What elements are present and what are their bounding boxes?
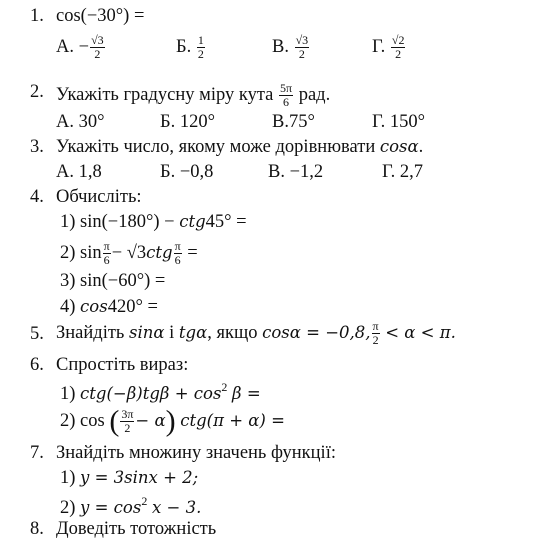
question-number: 1. — [30, 6, 44, 26]
question-number: 3. — [30, 137, 44, 157]
worksheet: 1. cos(−30°) = А. − $\frac{√3}{2}$ Б. $\frac{1}{2}$ В. $\frac{√3}{2}$ Г. $\frac{√2}{2}$ 2. Укажіть градусну міру кута $\frac{5\pi}{6}$ рад. А. 30° Б. 120° В.75° Г. 150° 3. Укажіть число, якому може дорівнювати cosα. А. 1,8 Б. −0,8 В. −1,2 Г. 2,7 4. Обчисліть: 1) sin(−180°) − ctg45° = 2) sin $\frac{\pi}{6}$ − √3ctg $\frac{\pi}{6}$ = 3) sin(−60°) = 4) cos420° = 5. Знайдіть sinα і tgα, якщо cosα = −0,8, $\frac{\pi}{2}$ < α < π. 6. Спростіть вираз: 1) $ctg(-\beta)tg\beta + \cos^2 \beta$ = 2) cos ( $\frac{3\pi}{2}$ − α) ctg(π + α) = 7. Знайдіть множину значень функції: 1) y = 3sinx + 2; 2) $y = \cos^2 x - 3$. 8. Доведіть тотожність — [30, 6, 456, 539]
question-number: 6. — [30, 355, 44, 375]
question-number: 4. — [30, 187, 44, 207]
q3-option-b: Б. −0,8 — [160, 162, 214, 182]
question-number: 8. — [30, 519, 44, 539]
question-number: 5. — [30, 324, 44, 344]
q1-option-a: А. − $\frac{√3}{2}$ — [56, 33, 104, 61]
question-text: Спростіть вираз: — [56, 355, 189, 375]
q3-option-d: Г. 2,7 — [382, 162, 423, 182]
question-text: cos(−30°) = — [56, 6, 145, 26]
q1-option-c: В. $\frac{√3}{2}$ — [272, 33, 309, 61]
question-text: Доведіть тотожність — [56, 519, 217, 539]
q3-option-c: В. −1,2 — [268, 162, 324, 182]
question-number: 2. — [30, 82, 44, 102]
q1-option-b: Б. $\frac{1}{2}$ — [176, 33, 204, 61]
question-text: Укажіть число, якому може дорівнювати cosα. — [56, 137, 424, 157]
q3-option-a: А. 1,8 — [56, 162, 102, 182]
q2-option-c: В.75° — [272, 112, 315, 132]
question-text: Укажіть градусну міру кута $\frac{5\pi}{6}$ рад. — [56, 81, 331, 109]
q2-option-d: Г. 150° — [372, 112, 426, 132]
q1-option-d: Г. $\frac{√2}{2}$ — [372, 33, 405, 61]
question-number: 7. — [30, 443, 44, 463]
question-text: Обчисліть: — [56, 187, 142, 207]
question-text: Знайдіть множину значень функції: — [56, 443, 336, 463]
q2-option-b: Б. 120° — [160, 112, 216, 132]
q2-option-a: А. 30° — [56, 112, 105, 132]
question-text: Знайдіть sinα і tgα, якщо cosα = −0,8, $\frac{\pi}{2}$ < α < π. — [56, 319, 456, 347]
